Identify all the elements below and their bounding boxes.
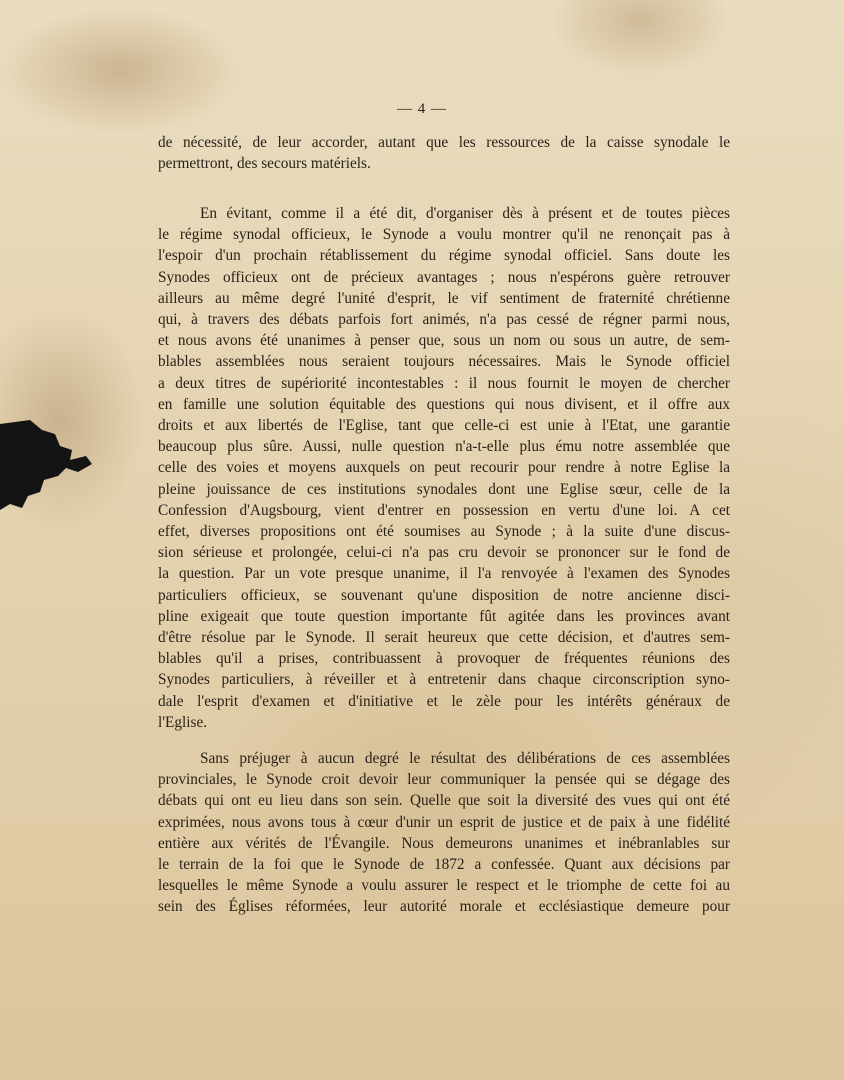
- text-line: dale l'esprit d'examen et d'initiative et le zèle pour les intérêts généraux de: [158, 692, 730, 710]
- text-line: En évitant, comme il a été dit, d'organiser dès à présent et de toutes pièces: [200, 205, 730, 222]
- text-line: Confession d'Augsbourg, vient d'entrer en possession en vertu d'une loi. A cet: [158, 501, 730, 519]
- paragraph-2: [158, 203, 730, 733]
- text-line: et nous avons été unanimes à penser que, sous un nom ou sous un autre, de sem-: [158, 332, 730, 350]
- text-line: sein des Églises réformées, leur autorité morale et ecclésiastique demeure pour: [158, 898, 730, 916]
- ink-stain-decoration: [0, 420, 95, 510]
- text-line: provinciales, le Synode croit devoir leur communiquer la pensée qui se dégage des: [158, 771, 730, 789]
- page-number: — 4 —: [397, 101, 447, 117]
- text-line: blables assemblées nous seraient toujours nécessaires. Mais le Synode officiel: [158, 353, 730, 371]
- text-line: Sans préjuger à aucun degré le résultat des délibérations de ces assemblées: [200, 750, 730, 767]
- text-line: pleine jouissance de ces institutions synodales dont une Eglise sœur, celle de la: [158, 480, 730, 498]
- text-line: beaucoup plus sûre. Aussi, nulle question n'a-t-elle plus ému notre assemblée que: [158, 438, 730, 456]
- paragraph-1: [158, 132, 730, 174]
- text-line: a deux titres de supériorité incontestables : il nous fournit le moyen de chercher: [158, 374, 730, 392]
- text-line: effet, diverses propositions ont été soumises au Synode ; à la suite d'une discus-: [158, 523, 730, 541]
- text-line: en famille une solution équitable des questions qui nous divisent, et il offre aux: [158, 395, 730, 413]
- text-line: permettront, des secours matériels.: [158, 155, 371, 173]
- text-line: lesquelles le même Synode a voulu assurer le respect et le triomphe de cette foi au: [158, 877, 730, 895]
- text-line: l'Eglise.: [158, 713, 208, 731]
- text-line: exprimées, nous avons tous à cœur d'unir un esprit de justice et de paix à une fidélité: [158, 813, 730, 831]
- text-line: pline exigeait que toute question importante fût agitée dans les provinces avant: [158, 607, 730, 625]
- text-line: entière aux vérités de l'Évangile. Nous demeurons unanimes et inébranlables sur: [158, 834, 730, 852]
- text-line: particuliers officieux, se souvenant qu'une disposition de notre ancienne disci-: [158, 586, 730, 604]
- text-line: débats qui ont eu lieu dans son sein. Quelle que soit la diversité des vues qui ont été: [158, 792, 730, 810]
- text-line: l'espoir d'un prochain rétablissement du régime synodal officiel. Sans doute les: [158, 247, 730, 265]
- text-line: celle des voies et moyens auxquels on peut recourir pour rendre à notre Eglise la: [158, 459, 730, 477]
- text-line: ailleurs au même degré l'unité d'esprit, le vif sentiment de fraternité chrétienne: [158, 289, 730, 307]
- paragraph-3: [158, 748, 730, 918]
- text-line: qui, à travers des débats parfois fort animés, n'a pas cessé de régner parmi nous,: [158, 311, 730, 329]
- text-line: le régime synodal officieux, le Synode a voulu montrer qu'il ne renonçait pas à: [158, 226, 730, 244]
- text-line: la question. Par un vote presque unanime, il l'a renvoyée à l'examen des Synodes: [158, 565, 730, 583]
- text-line: Synodes particuliers, à réveiller et à entretenir dans chaque circonscription syno-: [158, 671, 730, 689]
- text-line: blables qu'il a prises, contribuassent à provoquer de fréquentes réunions des: [158, 650, 730, 668]
- text-line: de nécessité, de leur accorder, autant que les ressources de la caisse synodale le: [158, 134, 730, 151]
- text-line: d'être résolue par le Synode. Il serait heureux que cette décision, et d'autres sem-: [158, 629, 730, 647]
- text-line: sion sérieuse et prolongée, celui-ci n'a pas cru devoir se prononcer sur le fond de: [158, 544, 730, 562]
- text-line: droits et aux libertés de l'Eglise, tant que celle-ci est unie à l'Etat, une garantie: [158, 417, 730, 435]
- text-line: le terrain de la foi que le Synode de 1872 a confessée. Quant aux décisions par: [158, 856, 730, 874]
- text-line: Synodes officieux ont de précieux avantages ; nous n'espérons guère retrouver: [158, 268, 730, 286]
